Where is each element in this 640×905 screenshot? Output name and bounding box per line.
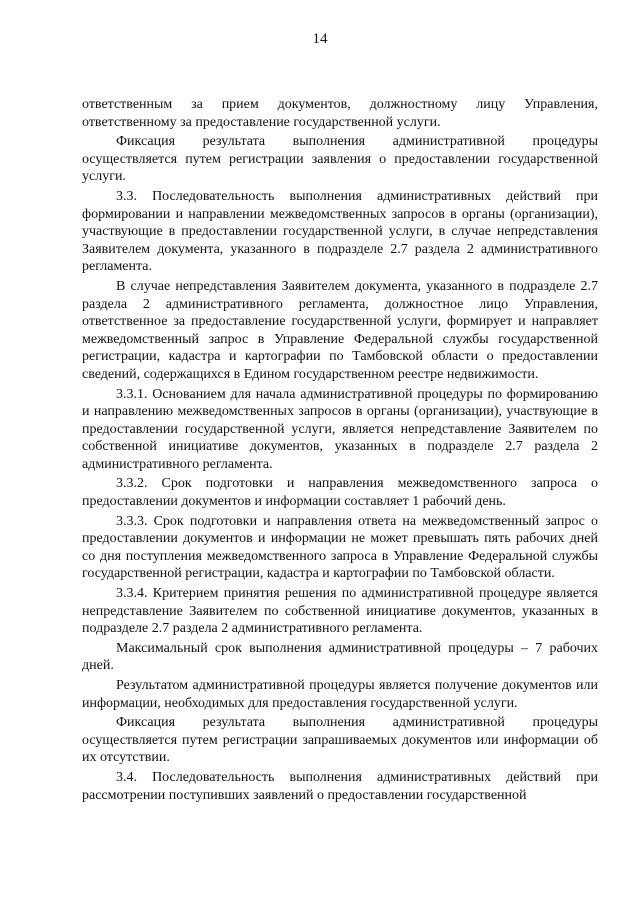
paragraph-max-term: Максимальный срок выполнения административной процедуры – 7 рабочих дней. (82, 640, 598, 674)
paragraph-section-3-3-3: 3.3.3. Срок подготовки и направления ответа на межведомственный запрос о предоставлении документов и информации не может превышать пять рабочих дней со дня поступления межведомственного запроса в Управление Федеральной службы государственной регистрации, кадастра и картографии по Тамбовской области. (82, 513, 598, 582)
paragraph-section-3-3-2: 3.3.2. Срок подготовки и направления межведомственного запроса о предоставлении документов и информации составляет 1 рабочий день. (82, 476, 598, 510)
paragraph-result: Результатом административной процедуры является получение документов или информации, необходимых для предоставления государственной услуги. (82, 678, 598, 711)
paragraph-continuation: ответственным за прием документов, должностному лицу Управления, ответственному за предоставление государственной услуги. (82, 97, 598, 130)
paragraph-section-3-3: 3.3. Последовательность выполнения административных действий при формировании и направлении межведомственных запросов в органы (организации), участвующие в предоставлении государственной услуги, в случае непредставления Заявителем документа, указанного в подразделе 2.7 раздела 2 административного регламента. (82, 188, 598, 275)
paragraph-section-3-4: 3.4. Последовательность выполнения административных действий при рассмотрении поступивших заявлений о предоставлении государственной (82, 769, 598, 803)
document-body (82, 96, 598, 804)
paragraph-section-3-3-4: 3.3.4. Критерием принятия решения по административной процедуре является непредставление Заявителем по собственной инициативе документов, указанных в подразделе 2.7 раздела 2 административного регламента. (82, 586, 598, 637)
paragraph-section-3-3-1: 3.3.1. Основанием для начала административной процедуры по формированию и направлению межведомственных запросов в органы (организации), участвующие в предоставлении государственной услуги, является непредставление Заявителем по собственной инициативе документов, указанных в подразделе 2.7 раздела 2 административного регламента. (82, 386, 598, 472)
paragraph-non-submission: В случае непредставления Заявителем документа, указанного в подразделе 2.7 раздела 2 административного регламента, должностное лицо Управления, ответственное за предоставление государственной услуги, формирует и направляет межведомственный запрос в Управление Федеральной службы государственной регистрации, кадастра и картографии по Тамбовской области о предоставлении сведений, содержащихся в Едином государственном реестре недвижимости. (82, 278, 598, 382)
page-number: 14 (312, 31, 328, 47)
paragraph-fixation-registration: Фиксация результата выполнения административной процедуры осуществляется путем регистрации заявления о предоставлении государственной услуги. (82, 134, 598, 185)
paragraph-fixation-documents: Фиксация результата выполнения административной процедуры осуществляется путем регистрации запрашиваемых документов или информации об их отсутствии. (82, 715, 598, 766)
